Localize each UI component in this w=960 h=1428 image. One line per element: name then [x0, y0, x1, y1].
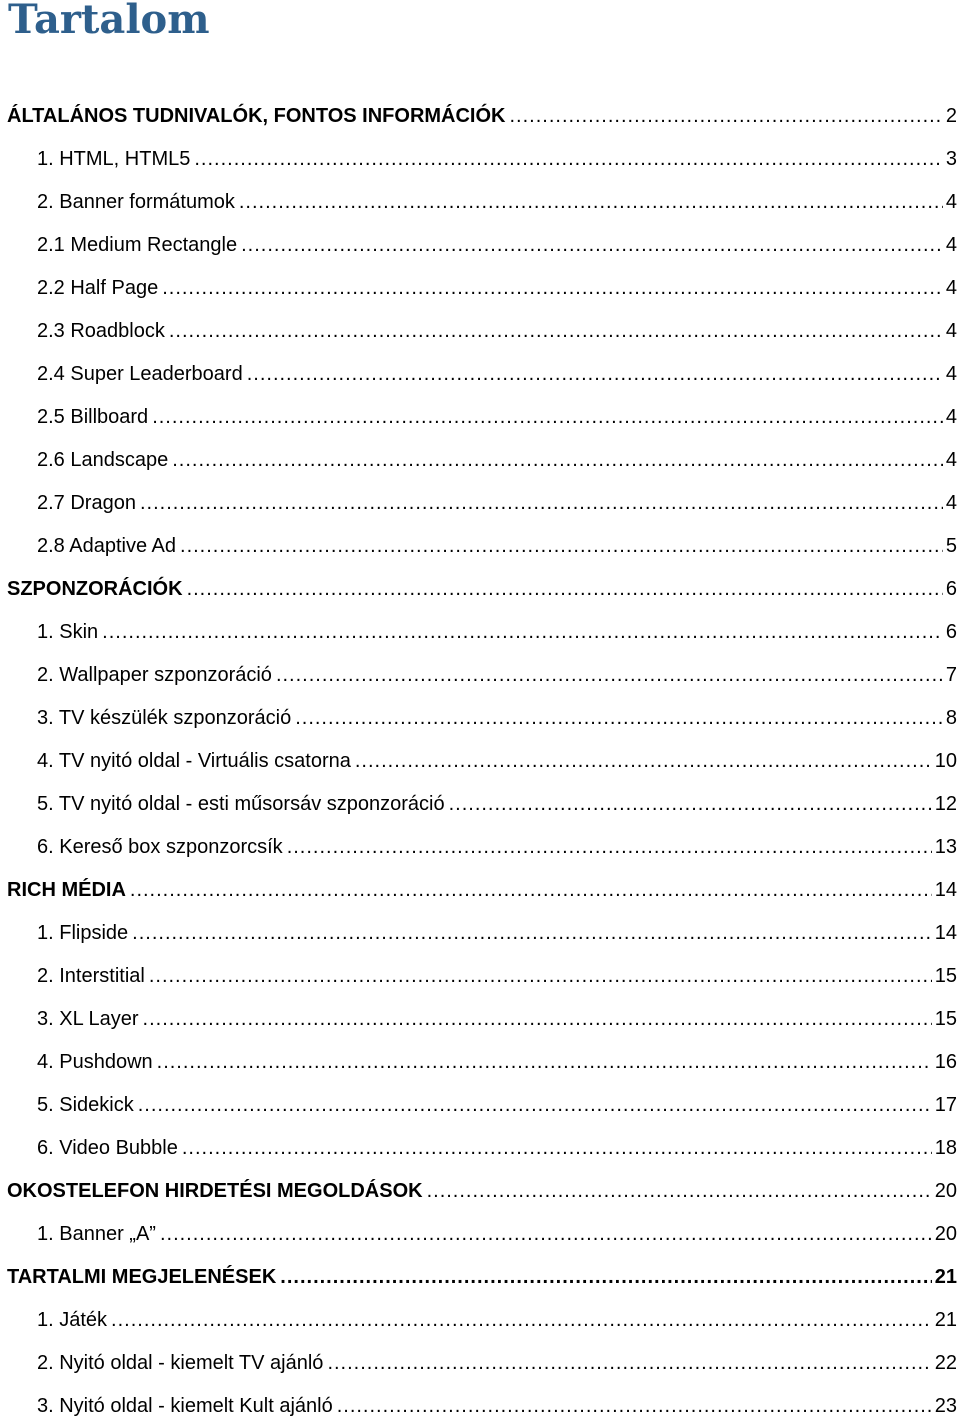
toc-section-entry[interactable]: [0, 869, 960, 912]
table-of-contents: [0, 95, 960, 1428]
toc-subsection-entry[interactable]: [0, 224, 960, 267]
toc-dot-leader: [449, 783, 932, 826]
toc-dot-leader: [247, 353, 943, 396]
toc-dot-leader: [102, 611, 943, 654]
toc-dot-leader: [355, 740, 932, 783]
toc-entry-label: 3. TV készülék szponzoráció: [37, 707, 292, 729]
toc-page-number: 2: [945, 105, 957, 127]
toc-subsection-entry[interactable]: [0, 998, 960, 1041]
toc-entry-label: 4. TV nyitó oldal - Virtuális csatorna: [37, 750, 351, 772]
toc-page-number: 5: [945, 535, 957, 557]
toc-page-number: 4: [945, 191, 957, 213]
toc-dot-leader: [287, 826, 932, 869]
toc-section-entry[interactable]: [0, 568, 960, 611]
toc-entry-label: 2. Interstitial: [37, 965, 145, 987]
toc-subsection-entry[interactable]: [0, 1342, 960, 1385]
toc-subsection-entry[interactable]: [0, 138, 960, 181]
toc-page-number: 4: [945, 320, 957, 342]
toc-dot-leader: [510, 95, 943, 138]
toc-entry-label: OKOSTELEFON HIRDETÉSI MEGOLDÁSOK: [7, 1180, 423, 1202]
toc-page-number: 6: [945, 621, 957, 643]
toc-dot-leader: [157, 1041, 932, 1084]
toc-entry-label: 2.2 Half Page: [37, 277, 159, 299]
toc-dot-leader: [162, 267, 943, 310]
toc-entry-label: ÁLTALÁNOS TUDNIVALÓK, FONTOS INFORMÁCIÓK: [7, 105, 506, 127]
toc-page-number: 3: [945, 148, 957, 170]
toc-dot-leader: [169, 310, 943, 353]
toc-entry-label: 4. Pushdown: [37, 1051, 153, 1073]
toc-entry-label: 1. Flipside: [37, 922, 129, 944]
toc-subsection-entry[interactable]: [0, 267, 960, 310]
toc-dot-leader: [140, 482, 943, 525]
toc-subsection-entry[interactable]: [0, 439, 960, 482]
toc-entry-label: 2.4 Super Leaderboard: [37, 363, 243, 385]
toc-subsection-entry[interactable]: [0, 1084, 960, 1127]
toc-page-number: 6: [945, 578, 957, 600]
toc-dot-leader: [241, 224, 943, 267]
toc-entry-label: 3. Nyitó oldal - kiemelt Kult ajánló: [37, 1395, 333, 1417]
toc-subsection-entry[interactable]: [0, 525, 960, 568]
toc-subsection-entry[interactable]: [0, 697, 960, 740]
toc-page-number: 4: [945, 492, 957, 514]
toc-dot-leader: [239, 181, 943, 224]
toc-entry-label: 6. Kereső box szponzorcsík: [37, 836, 283, 858]
toc-subsection-entry[interactable]: [0, 1127, 960, 1170]
toc-subsection-entry[interactable]: [0, 1299, 960, 1342]
toc-entry-label: 2. Banner formátumok: [37, 191, 235, 213]
toc-dot-leader: [427, 1170, 932, 1213]
toc-page-number: 12: [934, 793, 957, 815]
toc-subsection-entry[interactable]: [0, 654, 960, 697]
toc-entry-label: 1. HTML, HTML5: [37, 148, 191, 170]
toc-page-number: 4: [945, 449, 957, 471]
toc-subsection-entry[interactable]: [0, 912, 960, 955]
toc-dot-leader: [152, 396, 943, 439]
toc-dot-leader: [280, 1256, 931, 1299]
toc-dot-leader: [295, 697, 943, 740]
toc-section-entry[interactable]: [0, 1256, 960, 1299]
toc-subsection-entry[interactable]: [0, 1213, 960, 1256]
toc-entry-label: 1. Skin: [37, 621, 99, 643]
toc-subsection-entry[interactable]: [0, 1385, 960, 1428]
toc-page-number: 4: [945, 277, 957, 299]
toc-entry-label: 2.7 Dragon: [37, 492, 136, 514]
toc-subsection-entry[interactable]: [0, 353, 960, 396]
toc-entry-label: 2.3 Roadblock: [37, 320, 165, 342]
toc-dot-leader: [187, 568, 943, 611]
toc-page-number: 14: [934, 922, 957, 944]
toc-entry-label: 2.5 Billboard: [37, 406, 149, 428]
toc-page-number: 4: [945, 406, 957, 428]
toc-dot-leader: [180, 525, 943, 568]
toc-subsection-entry[interactable]: [0, 1041, 960, 1084]
toc-entry-label: 5. TV nyitó oldal - esti műsorsáv szponzoráció: [37, 793, 445, 815]
toc-dot-leader: [276, 654, 943, 697]
toc-dot-leader: [149, 955, 932, 998]
toc-dot-leader: [182, 1127, 932, 1170]
toc-dot-leader: [194, 138, 943, 181]
toc-entry-label: 5. Sidekick: [37, 1094, 134, 1116]
toc-page-number: 4: [945, 234, 957, 256]
toc-page-number: 16: [934, 1051, 957, 1073]
toc-subsection-entry[interactable]: [0, 181, 960, 224]
toc-page-number: 18: [934, 1137, 957, 1159]
toc-page-number: 8: [945, 707, 957, 729]
toc-page-number: 22: [934, 1352, 957, 1374]
toc-entry-label: TARTALMI MEGJELENÉSEK: [7, 1266, 277, 1288]
toc-section-entry[interactable]: [0, 95, 960, 138]
toc-page-number: 7: [945, 664, 957, 686]
toc-subsection-entry[interactable]: [0, 826, 960, 869]
toc-page-number: 21: [934, 1309, 957, 1331]
toc-page-number: 21: [934, 1266, 957, 1288]
toc-page-number: 10: [934, 750, 957, 772]
toc-dot-leader: [130, 869, 932, 912]
toc-dot-leader: [132, 912, 932, 955]
toc-entry-label: SZPONZORÁCIÓK: [7, 578, 183, 600]
toc-dot-leader: [172, 439, 943, 482]
toc-page-number: 20: [934, 1180, 957, 1202]
toc-entry-label: RICH MÉDIA: [7, 879, 126, 901]
toc-subsection-entry[interactable]: [0, 740, 960, 783]
toc-subsection-entry[interactable]: [0, 611, 960, 654]
toc-subsection-entry[interactable]: [0, 310, 960, 353]
toc-entry-label: 1. Játék: [37, 1309, 108, 1331]
toc-page-number: 4: [945, 363, 957, 385]
toc-section-entry[interactable]: [0, 1170, 960, 1213]
toc-dot-leader: [327, 1342, 931, 1385]
toc-dot-leader: [337, 1385, 932, 1428]
toc-subsection-entry[interactable]: [0, 783, 960, 826]
toc-page-number: 17: [934, 1094, 957, 1116]
toc-dot-leader: [143, 998, 932, 1041]
toc-entry-label: 2.8 Adaptive Ad: [37, 535, 177, 557]
toc-entry-label: 2.6 Landscape: [37, 449, 169, 471]
toc-page-number: 15: [934, 965, 957, 987]
toc-dot-leader: [111, 1299, 932, 1342]
toc-entry-label: 2. Nyitó oldal - kiemelt TV ajánló: [37, 1352, 324, 1374]
toc-entry-label: 3. XL Layer: [37, 1008, 139, 1030]
toc-subsection-entry[interactable]: [0, 396, 960, 439]
toc-page-number: 23: [934, 1395, 957, 1417]
toc-entry-label: 1. Banner „A”: [37, 1223, 156, 1245]
page-title: Tartalom: [8, 0, 210, 43]
toc-subsection-entry[interactable]: [0, 955, 960, 998]
toc-page-number: 13: [934, 836, 957, 858]
toc-dot-leader: [138, 1084, 932, 1127]
toc-page-number: 20: [934, 1223, 957, 1245]
toc-entry-label: 6. Video Bubble: [37, 1137, 178, 1159]
toc-page-number: 14: [934, 879, 957, 901]
toc-page-number: 15: [934, 1008, 957, 1030]
toc-dot-leader: [160, 1213, 932, 1256]
toc-entry-label: 2.1 Medium Rectangle: [37, 234, 238, 256]
toc-entry-label: 2. Wallpaper szponzoráció: [37, 664, 272, 686]
toc-subsection-entry[interactable]: [0, 482, 960, 525]
